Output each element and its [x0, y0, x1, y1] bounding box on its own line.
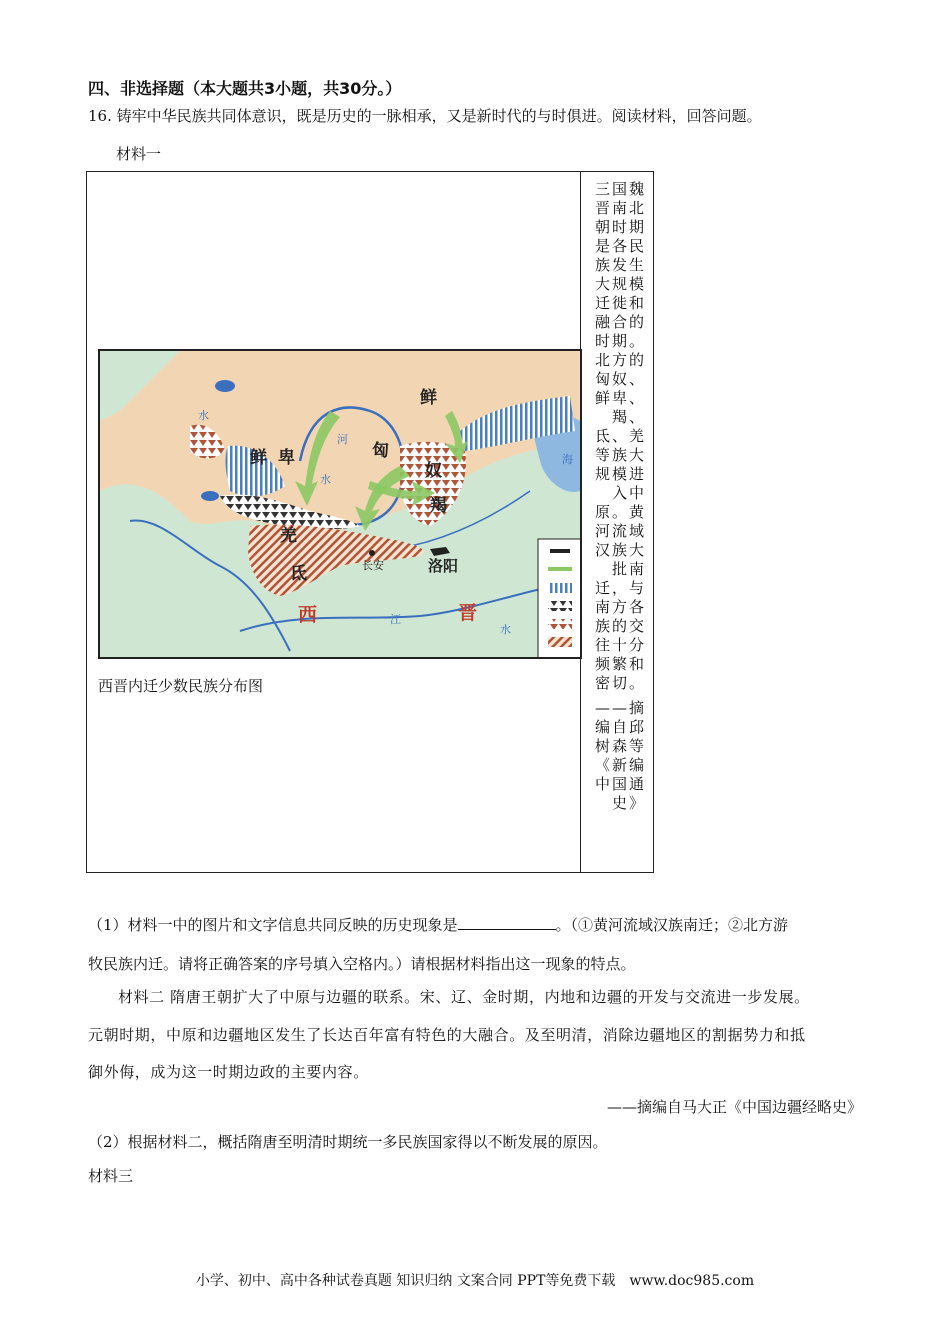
map-graphic	[100, 351, 580, 657]
label-xianbei-top: 鲜	[420, 388, 437, 408]
material-3-label: 材料三	[88, 1167, 134, 1185]
question-1-part-b: 。（①黄河流域汉族南迁；②北方游	[555, 916, 789, 934]
map-caption: 西晋内迁少数民族分布图	[98, 677, 264, 695]
western-jin-map	[98, 349, 582, 659]
label-river-shui-2: 水	[320, 473, 331, 486]
label-nu: 奴	[425, 461, 442, 481]
question-16-intro: 16. 铸牢中华民族共同体意识，既是历史的一脉相承，又是新时代的与时俱进。阅读材料，回答问题。	[88, 107, 762, 125]
material-1-label: 材料一	[116, 145, 162, 163]
label-bei: 卑	[278, 448, 295, 468]
material-2-source: ——摘编自马大正《中国边疆经略史》	[606, 1098, 862, 1116]
question-1-line-1	[88, 914, 788, 935]
answer-blank[interactable]	[458, 915, 556, 930]
side-text-body: 三国魏晋南北朝时期是各民族发生大规模迁徙和融合的时期。北方的匈奴、鲜卑、羯、氐、羌等族大规模进入中原。黄河流域汉族大批南迁，与南方各族的交往十分频繁和密切。	[594, 180, 646, 692]
label-jin: 晋	[458, 602, 478, 624]
label-luoyang: 洛阳	[428, 557, 459, 575]
material-1-side-text	[592, 180, 646, 813]
label-sea: 海	[562, 453, 573, 466]
material-2-line-2: 元朝时期，中原和边疆地区发生了长达百年富有特色的大融合。及至明清，消除边疆地区的割据势力和抵	[88, 1026, 806, 1044]
material-2-line-1: 材料二 隋唐王朝扩大了中原与边疆的联系。宋、辽、金时期，内地和边疆的开发与交流进一步发展。	[118, 988, 810, 1006]
label-xi: 西	[298, 604, 318, 626]
label-xiong: 匈	[372, 441, 389, 461]
question-1-line-2: 牧民族内迁。请将正确答案的序号填入空格内。）请根据材料指出这一现象的特点。	[88, 955, 636, 973]
label-qiang: 羌	[280, 526, 297, 546]
question-1-part-a: （1）材料一中的图片和文字信息共同反映的历史现象是	[88, 916, 458, 934]
label-river-shui-1: 水	[198, 409, 209, 422]
question-2: （2）根据材料二，概括隋唐至明清时期统一多民族国家得以不断发展的原因。	[88, 1133, 608, 1151]
label-river-shui-3: 水	[500, 623, 511, 636]
label-river-he: 河	[337, 433, 348, 446]
page-footer: 小学、初中、高中各种试卷真题 知识归纳 文案合同 PPT等免费下载 www.doc985.com	[195, 1273, 755, 1289]
label-xian: 鲜	[250, 448, 267, 468]
label-river-jiang: 江	[390, 613, 401, 626]
side-text-source: ——摘编自邱树森等《新编中国通史》	[594, 699, 646, 812]
label-di: 氐	[290, 564, 307, 584]
material-2-line-3: 御外侮，成为这一时期边政的主要内容。	[88, 1063, 369, 1081]
section-heading: 四、非选择题（本大题共3小题，共30分。）	[88, 79, 402, 98]
label-changan: 长安	[362, 559, 384, 572]
changan-marker	[369, 550, 375, 556]
label-jie: 羯	[430, 496, 447, 516]
